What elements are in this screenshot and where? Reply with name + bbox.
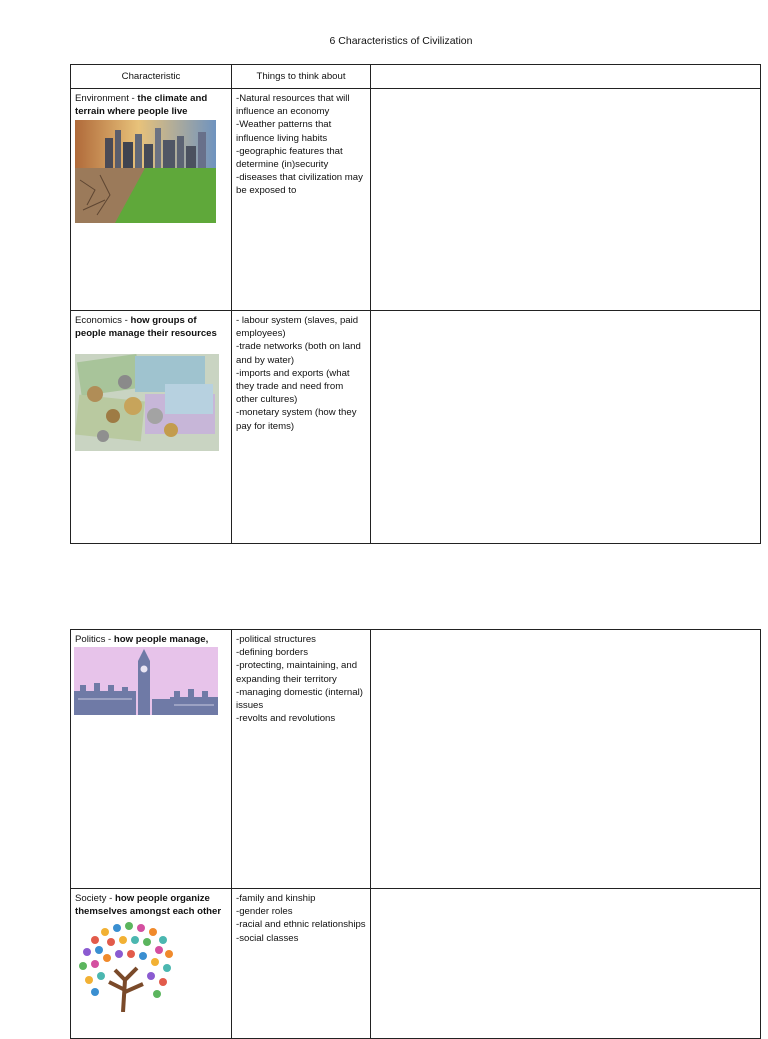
characteristics-table-page2: [70, 629, 761, 1039]
header-things-to-think-about: Things to think about: [232, 65, 371, 89]
document-title: 6 Characteristics of Civilization: [329, 35, 473, 47]
characteristic-definition: how people manage,: [113, 634, 209, 645]
characteristic-definition: how groups of people manage their resources: [75, 315, 217, 340]
characteristic-cell: Economics - how groups of people manage their resources: [71, 311, 232, 544]
list-item: -revolts and revolutions: [236, 713, 336, 725]
city-climate-image: [75, 120, 216, 223]
characteristic-name: Environment: [75, 93, 129, 104]
list-item: -Weather patterns that influence living habits: [236, 119, 332, 144]
characteristic-cell: Politics - how people manage,: [71, 630, 232, 889]
list-item: -trade networks (both on land and by water): [236, 341, 361, 366]
list-item: -diseases that civilization may be exposed to: [236, 172, 363, 197]
list-item: -imports and exports (what they trade and need from other cultures): [236, 367, 350, 406]
characteristic-definition: how people organize themselves amongst each other: [75, 893, 222, 918]
notes-cell: [371, 889, 761, 1039]
list-item: -social classes: [236, 932, 299, 944]
list-item: -protecting, maintaining, and expanding their territory: [236, 660, 358, 685]
notes-cell: [371, 89, 761, 311]
characteristic-name: Economics: [75, 315, 122, 326]
list-item: - labour system (slaves, paid employees): [236, 315, 359, 340]
characteristic-cell: Environment - the climate and terrain where people live: [71, 89, 232, 311]
characteristic-cell: Society - how people organize themselves amongst each other: [71, 889, 232, 1039]
characteristic-definition: the climate and terrain where people live: [75, 93, 208, 118]
list-item: -geographic features that determine (in)security: [236, 145, 343, 171]
list-item: -family and kinship: [236, 893, 316, 904]
list-item: -defining borders: [236, 647, 308, 659]
points-cell: [232, 311, 371, 544]
list-item: -monetary system (how they pay for items): [236, 407, 357, 432]
money-coins-image: [75, 354, 219, 451]
points-cell: [232, 89, 371, 311]
list-item: -managing domestic (internal) issues: [236, 686, 363, 712]
notes-cell: [371, 630, 761, 889]
table-row-economics: [71, 311, 761, 544]
points-cell: [232, 630, 371, 889]
table-row-society: [71, 889, 761, 1039]
list-item: -gender roles: [236, 906, 293, 918]
characteristics-table-page1: [70, 64, 761, 544]
notes-cell: [371, 311, 761, 544]
table-row-politics: [71, 630, 761, 889]
points-cell: [232, 889, 371, 1039]
parliament-image: [74, 647, 218, 715]
characteristic-name: Society: [75, 893, 107, 904]
characteristic-name: Politics: [75, 634, 106, 645]
list-item: -racial and ethnic relationships: [236, 919, 366, 931]
list-item: -Natural resources that will influence an economy: [236, 93, 350, 118]
header-notes: [371, 65, 761, 89]
list-item: -political structures: [236, 634, 316, 645]
people-tree-image: [75, 920, 179, 1012]
header-characteristic: Characteristic: [71, 65, 232, 89]
table-row-environment: [71, 89, 761, 311]
